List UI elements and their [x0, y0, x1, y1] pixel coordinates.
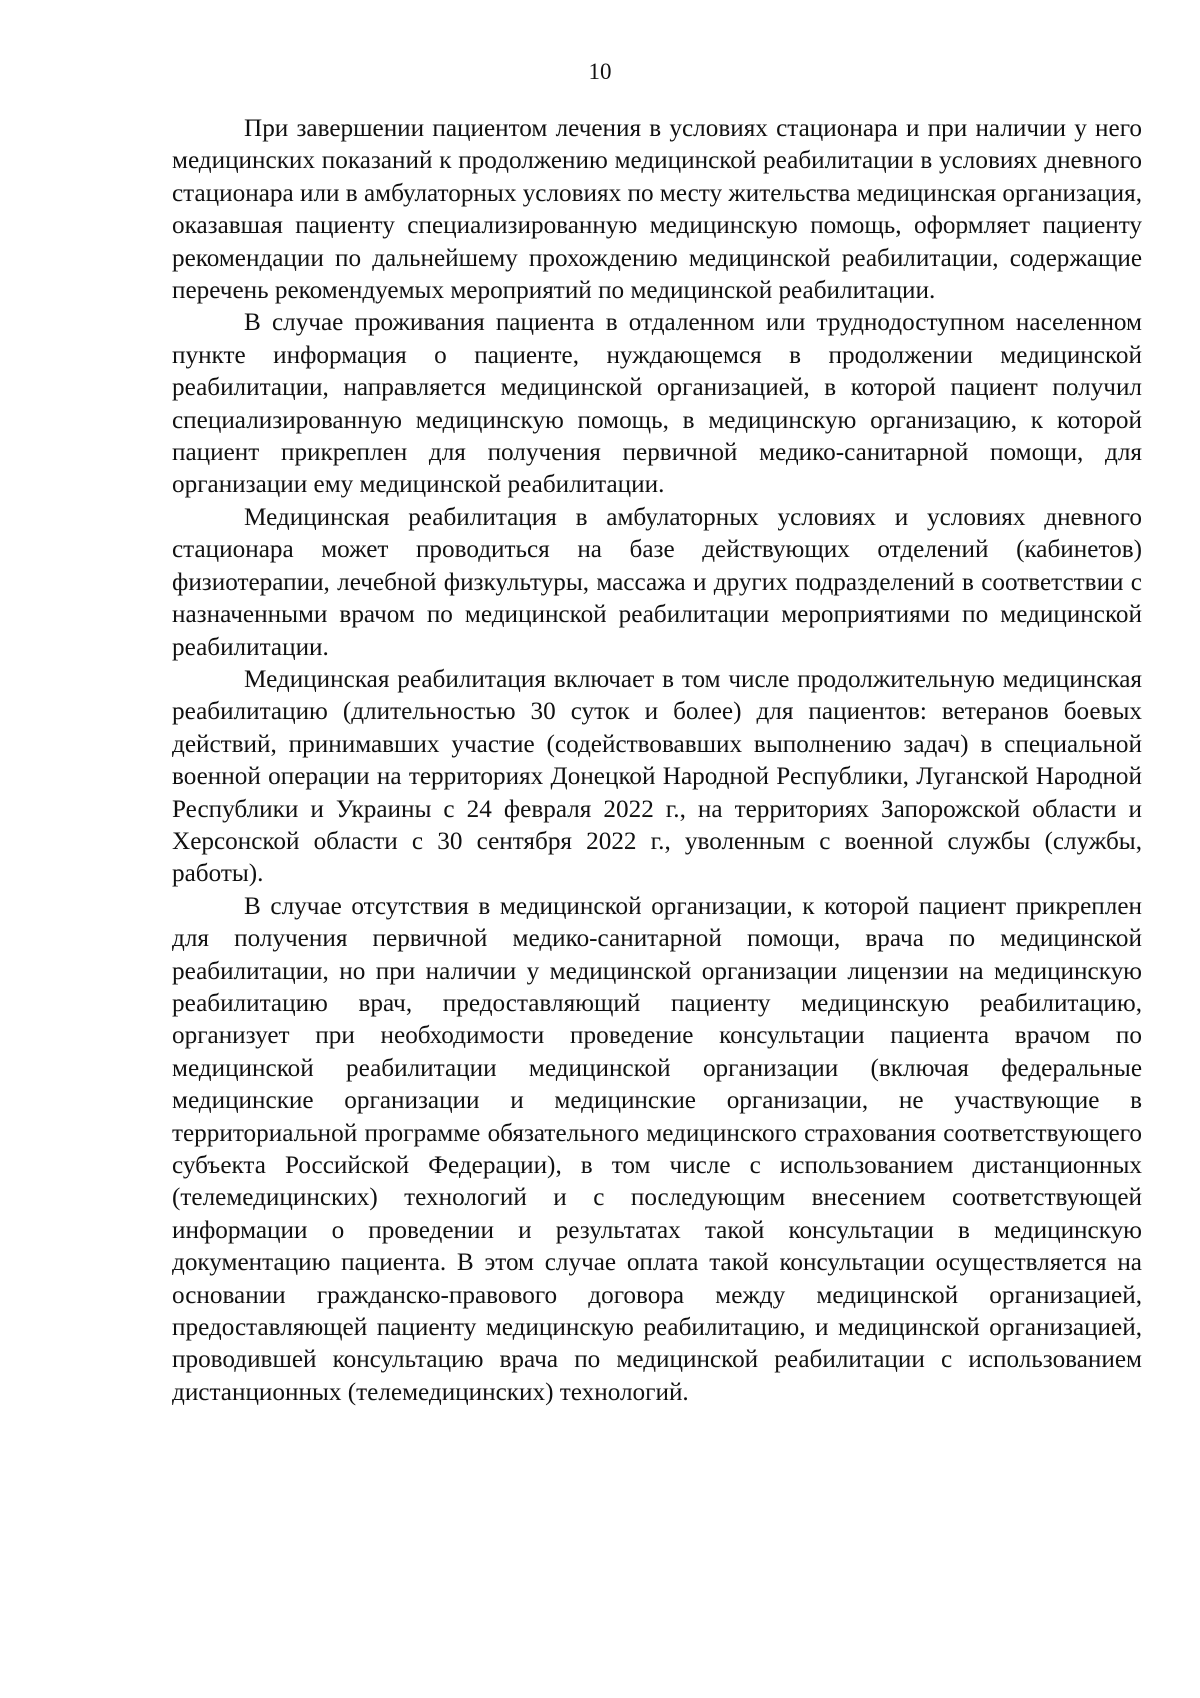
- paragraph-3: Медицинская реабилитация в амбулаторных условиях и условиях дневного стационара может проводиться на базе действующих отделений (кабинетов) физиотерапии, лечебной физкультуры, массажа и других подразделений в соответствии с назначенными врачом по медицинской реабилитации мероприятиями по медицинской реабилитации.: [172, 503, 1142, 661]
- document-body: [172, 113, 1142, 1409]
- paragraph-2: В случае проживания пациента в отдаленном или труднодоступном населенном пункте информация о пациенте, нуждающемся в продолжении медицинской реабилитации, направляется медицинской организацией, в которой пациент получил специализированную медицинскую помощь, в медицинскую организацию, к которой пациент прикреплен для получения первичной медико-санитарной помощи, для организации ему медицинской реабилитации.: [172, 309, 1142, 499]
- paragraph-4: Медицинская реабилитация включает в том числе продолжительную медицинская реабилитацию (длительностью 30 суток и более) для пациентов: ветеранов боевых действий, принимавших участие (содействовавших выполнению задач) в специальной военной операции на территориях Донецкой Народной Республики, Луганской Народной Республики и Украины с 24 февраля 2022 г., на территориях Запорожской области и Херсонской области с 30 сентября 2022 г., уволенным с военной службы (службы, работы).: [172, 665, 1142, 888]
- page-number: 10: [588, 59, 612, 84]
- paragraph-5: В случае отсутствия в медицинской организации, к которой пациент прикреплен для получения первичной медико-санитарной помощи, врача по медицинской реабилитации, но при наличии у медицинской организации лицензии на медицинскую реабилитацию врач, предоставляющий пациенту медицинскую реабилитацию, организует при необходимости проведение консультации пациента врачом по медицинской реабилитации медицинской организации (включая федеральные медицинские организации и медицинские организации, не участвующие в территориальной программе обязательного медицинского страхования соответствующего субъекта Российской Федерации), в том числе с использованием дистанционных (телемедицинских) технологий и с последующим внесением соответствующей информации о проведении и результатах такой консультации в медицинскую документацию пациента. В этом случае оплата такой консультации осуществляется на основании гражданско-правового договора между медицинской организацией, предоставляющей пациенту медицинскую реабилитацию, и медицинской организацией, проводившей консультацию врача по медицинской реабилитации с использованием дистанционных (телемедицинских) технологий.: [172, 892, 1142, 1406]
- paragraph-1: При завершении пациентом лечения в условиях стационара и при наличии у него медицинских показаний к продолжению медицинской реабилитации в условиях дневного стационара или в амбулаторных условиях по месту жительства медицинская организация, оказавшая пациенту специализированную медицинскую помощь, оформляет пациенту рекомендации по дальнейшему прохождению медицинской реабилитации, содержащие перечень рекомендуемых мероприятий по медицинской реабилитации.: [172, 115, 1142, 305]
